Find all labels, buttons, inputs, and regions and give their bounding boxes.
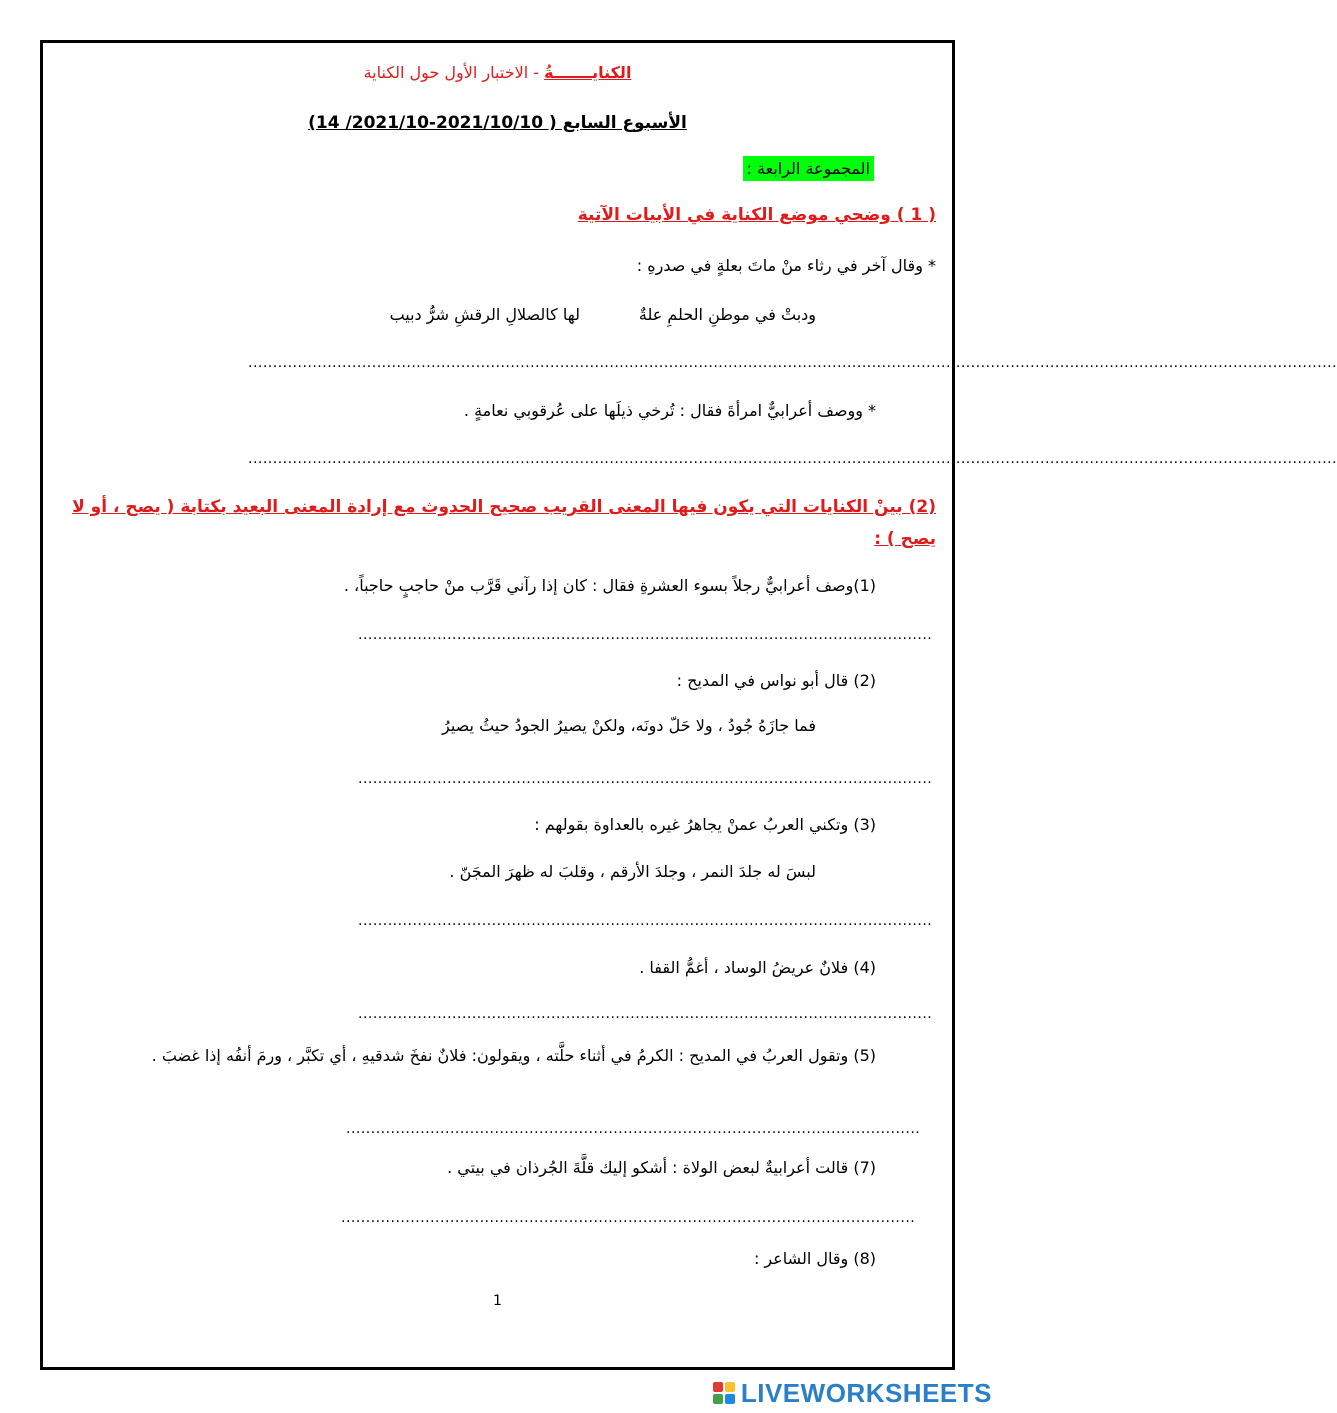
s2-q5: (5) وتقول العربُ في المديح : الكرمُ في أثناء حلَّته ، ويقولون: فلانٌ نفخَ شدقيهِ ، أي تكبَّر ، ورمَ أنفُه إذا غضبَ . [151, 1046, 876, 1065]
section1-heading: ( 1 ) وضحي موضع الكناية في الأبيات الآتية [577, 205, 936, 225]
s1-item2: * ووصف أعرابيٌّ امرأةَ فقال : تُرخي ذيلَها على عُرقوبي نعامةٍ . [463, 401, 876, 420]
s1-item1-verse-b: لها كالصلالِ الرقشِ شرُّ دبيب [389, 305, 580, 324]
s2-q3-verse: لبسَ له جلدَ النمر ، وجلدَ الأرقم ، وقلبَ له ظهرَ المجَنّ . [449, 862, 816, 881]
s1-item1-intro: * وقال آخر في رثاء منْ ماتَ بعلةٍ في صدرهِ : [636, 256, 936, 275]
title-strong: الكنايـــــــةُ [544, 63, 632, 82]
title-rest: - الاختبار الأول حول الكناية [363, 63, 545, 82]
brand-name: LIVEWORKSHEETS [740, 1377, 992, 1408]
s2-q4: (4) فلانٌ عريضُ الوساد ، أغمُّ القفا . [639, 958, 876, 977]
answer-line-q1[interactable]: .................................................................................................................... [358, 627, 933, 643]
week-heading: الأسبوع السابع ( 2021/10/10-2021/10/ 14) [308, 113, 687, 133]
s2-q1: (1)وصف أعرابيٌّ رجلاً بسوء العشرةِ فقال : كان إذا رآني قَرَّب منْ حاجبٍ حاجباً، . [343, 576, 876, 595]
s2-q3: (3) وتكني العربُ عمنْ يجاهرُ غيره بالعداوة بقولهم : [534, 815, 876, 834]
s2-q8: (8) وقال الشاعر : [753, 1249, 876, 1268]
answer-line-q7[interactable]: .................................................................................................................... [341, 1210, 916, 1226]
worksheet-title [43, 63, 952, 82]
s1-item1-verse-a: ودبتْ في موطنِ الحلمِ علةٌ [638, 305, 816, 324]
answer-line-q4[interactable]: .................................................................................................................... [358, 1006, 933, 1022]
group-label: المجموعة الرابعة : [743, 156, 874, 181]
answer-line-q3[interactable]: .................................................................................................................... [358, 913, 933, 929]
answer-line-q5[interactable]: .................................................................................................................... [346, 1121, 921, 1137]
s2-q2-verse: فما جازَهُ جُودُ ، ولا حَلّ دونَه، ولكنْ يصيرُ الجودُ حيثُ يصيرُ [442, 716, 816, 735]
s2-q2: (2) قال أبو نواس في المديح : [676, 671, 876, 690]
liveworksheets-logo[interactable] [713, 1378, 992, 1408]
page-number: 1 [493, 1293, 502, 1309]
section2-heading: (2) بينْ الكنايات التي يكون فيها المعنى القريب صحيح الحدوث مع إرادة المعنى البعيد بكتابة ( يصح ، أو لا يصح ) : [72, 497, 936, 549]
s2-q7: (7) قالت أعرابيةٌ لبعض الولاة : أشكو إليك قلَّةَ الجُرذان في بيتي . [447, 1158, 876, 1177]
worksheet-page [40, 40, 1337, 1370]
answer-line-1[interactable]: ............................................................................................................................................................................................................................ [248, 355, 1337, 371]
logo-grid-icon [713, 1382, 735, 1404]
answer-line-2[interactable]: ............................................................................................................................................................................................................................ [248, 451, 1337, 467]
answer-line-q2[interactable]: .................................................................................................................... [358, 771, 933, 787]
